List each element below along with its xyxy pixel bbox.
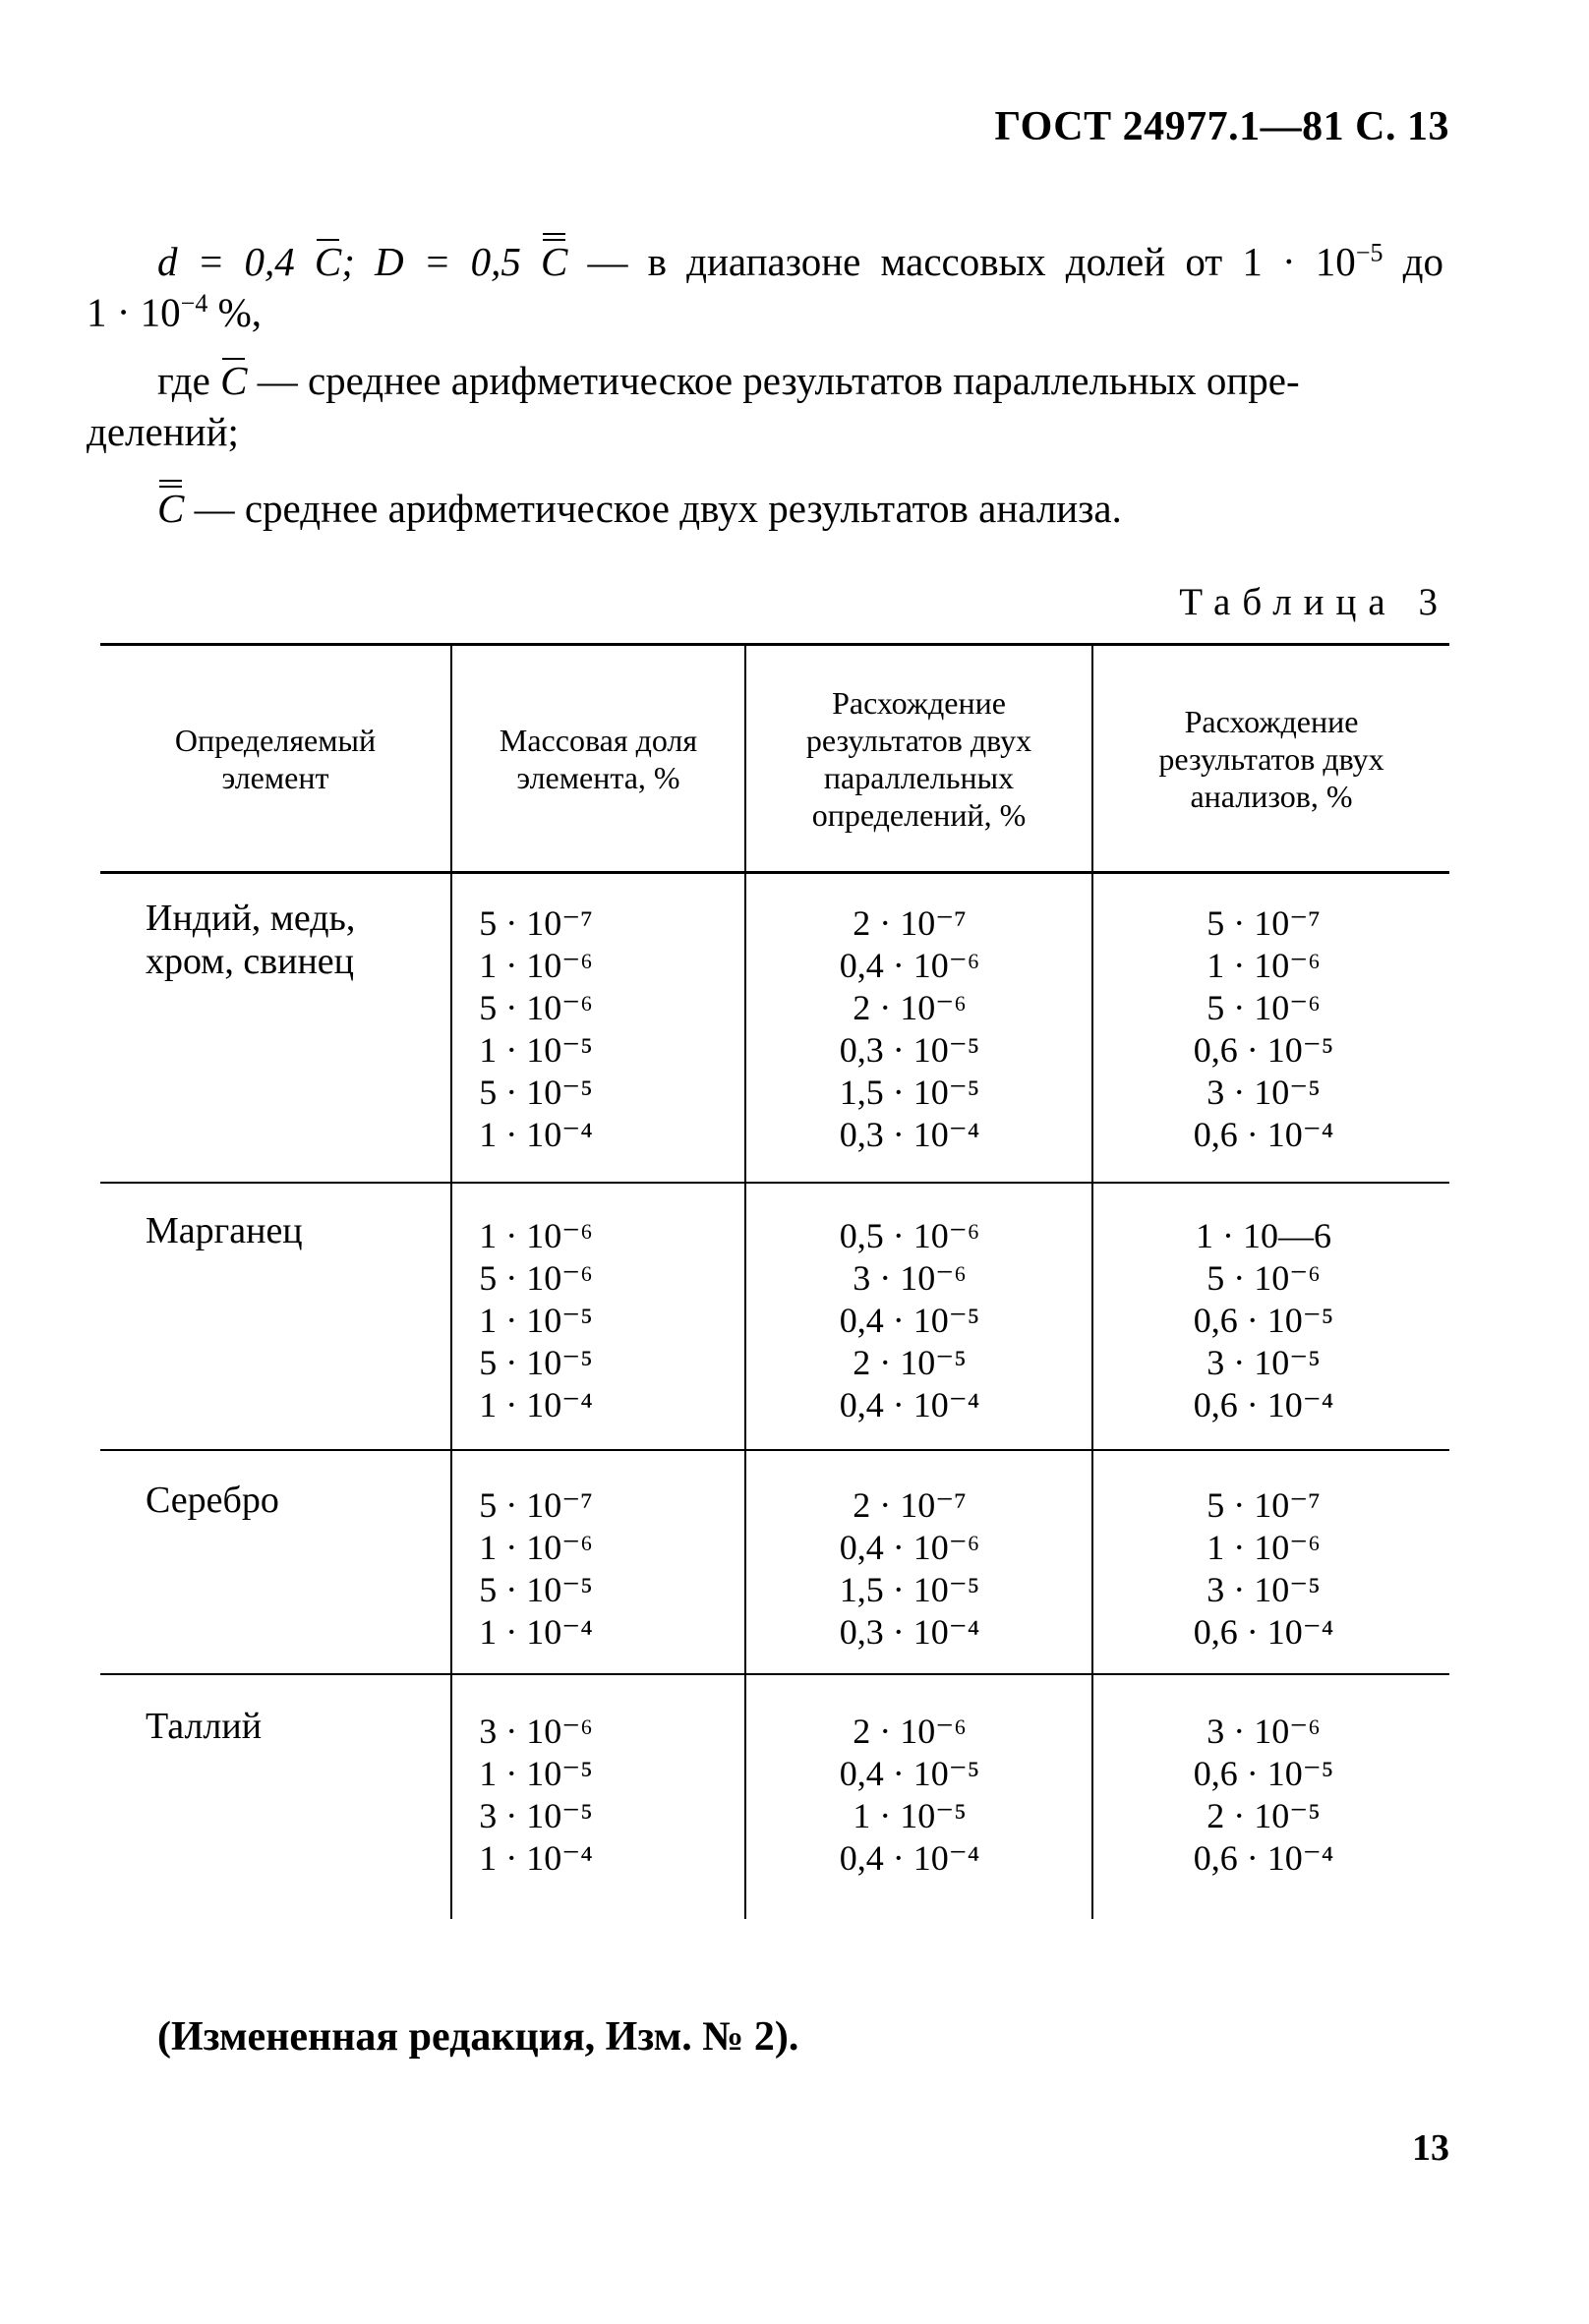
table-cell: 5 · 10⁻⁷ (479, 903, 593, 943)
mass-fraction-values (452, 1484, 619, 1654)
table-cell: 0,6 · 10⁻⁴ (1193, 1612, 1334, 1652)
where-text: — среднее арифметическое результатов параллельных опре- (247, 358, 1300, 403)
mass-fraction-values (452, 1711, 619, 1880)
table-cell: 5 · 10⁻⁵ (479, 1343, 593, 1382)
parallel-diff-values (806, 1215, 1013, 1426)
table-cell: 2 · 10⁻⁶ (853, 1712, 967, 1751)
table-cell: 0,6 · 10⁻⁵ (1193, 1754, 1334, 1793)
formula-line-1 (87, 228, 1443, 286)
table-cell: 2 · 10⁻⁷ (853, 1485, 967, 1525)
analysis-diff-values (1160, 902, 1367, 1156)
table-cell: 0,4 · 10⁻⁶ (839, 1528, 980, 1567)
table-cell: 0,4 · 10⁻⁵ (839, 1754, 980, 1793)
table-cell: 5 · 10⁻⁶ (479, 988, 593, 1027)
table-cell: 1 · 10⁻⁶ (479, 946, 593, 985)
table-cell: 1 · 10⁻⁵ (479, 1301, 593, 1340)
parallel-diff-values (806, 1711, 1013, 1880)
table-cell: 5 · 10⁻⁷ (1206, 903, 1321, 943)
table-cell: 2 · 10⁻⁵ (853, 1343, 967, 1382)
table-cell: 2 · 10⁻⁵ (1206, 1796, 1321, 1835)
table-caption: Таблица 3 (1179, 581, 1449, 623)
table-cell: 1 · 10⁻⁵ (853, 1796, 967, 1835)
table-element-name: Серебро (146, 1480, 279, 1521)
table-header-parallel-diff: Расхождение результатов двух параллельных определений, % (805, 685, 1032, 833)
cc-line (87, 484, 1443, 533)
c-mean-symbol-2: C (220, 358, 248, 403)
analysis-diff-values (1160, 1484, 1367, 1654)
table-cell: 5 · 10⁻⁷ (479, 1485, 593, 1525)
table-cell: 0,4 · 10⁻⁴ (839, 1385, 980, 1424)
table-cell: 1 · 10⁻⁵ (479, 1030, 593, 1070)
table-cell: 5 · 10⁻⁵ (479, 1570, 593, 1609)
table-element-name: Индий, медь, хром, свинец (146, 898, 356, 982)
c-mean-symbol: C (314, 238, 342, 284)
mass-fraction-values (452, 1215, 619, 1426)
analysis-diff-values (1160, 1215, 1367, 1426)
table-cell: 1 · 10⁻⁶ (479, 1528, 593, 1567)
table-cell: 0,4 · 10⁻⁴ (839, 1838, 980, 1878)
parallel-diff-values (806, 1484, 1013, 1654)
where-continuation: делений; (87, 409, 239, 454)
table-header-rule (100, 871, 1449, 874)
parallel-diff-values (806, 902, 1013, 1156)
table-cell: 0,3 · 10⁻⁵ (839, 1030, 980, 1070)
table-cell: 5 · 10⁻⁶ (1206, 1258, 1321, 1298)
table-cell: 1 · 10⁻⁴ (479, 1385, 593, 1424)
table-header-element: Определяемый элемент (174, 723, 377, 795)
formula-line2-exp: −4 (180, 289, 208, 318)
table-cell: 0,6 · 10⁻⁵ (1193, 1301, 1334, 1340)
formula-line-2 (87, 279, 1443, 337)
table-cell: 1 · 10⁻⁴ (479, 1612, 593, 1652)
formula-exp-1: −5 (1355, 238, 1383, 266)
amendment-note: (Измененная редакция, Изм. № 2). (157, 2014, 799, 2060)
table-cell: 0,6 · 10⁻⁵ (1193, 1030, 1334, 1070)
table-cell: 3 · 10⁻⁶ (853, 1258, 967, 1298)
table-cell: 1 · 10⁻⁶ (479, 1216, 593, 1255)
table-cell: 1 · 10⁻⁴ (479, 1838, 593, 1878)
table-cell: 1 · 10⁻⁴ (479, 1115, 593, 1154)
where-line (87, 356, 1443, 405)
table-group-divider (100, 1182, 1449, 1184)
running-header: ГОСТ 24977.1—81 С. 13 (994, 104, 1449, 149)
table-cell: 3 · 10⁻⁵ (1206, 1343, 1321, 1382)
table-cell: 0,6 · 10⁻⁴ (1193, 1115, 1334, 1154)
table-header-analysis-diff: Расхождение результатов двух анализов, % (1158, 704, 1384, 814)
table-cell: 1 · 10⁻⁶ (1206, 946, 1321, 985)
table-cell: 1 · 10—6 (1196, 1216, 1331, 1255)
table-cell: 5 · 10⁻⁶ (479, 1258, 593, 1298)
mass-fraction-values (452, 902, 619, 1156)
table-cell: 0,6 · 10⁻⁴ (1193, 1838, 1334, 1878)
table-cell: 0,6 · 10⁻⁴ (1193, 1385, 1334, 1424)
formula-mid: ; D = 0,5 (341, 238, 541, 284)
table-cell: 0,5 · 10⁻⁶ (839, 1216, 980, 1255)
table-cell: 1,5 · 10⁻⁵ (839, 1073, 980, 1112)
table-cell: 3 · 10⁻⁶ (479, 1712, 593, 1751)
table-cell: 0,4 · 10⁻⁶ (839, 946, 980, 985)
table-cell: 0,3 · 10⁻⁴ (839, 1612, 980, 1652)
table-element-name: Марганец (146, 1210, 303, 1251)
table-cell: 3 · 10⁻⁶ (1206, 1712, 1321, 1751)
table-cell: 3 · 10⁻⁵ (1206, 1073, 1321, 1112)
formula-range-text: — в диапазоне массовых долей от 1 · 10 (567, 238, 1356, 284)
table-header-mass-fraction: Массовая доля элемента, % (499, 723, 698, 795)
table-element-name: Таллий (146, 1706, 263, 1747)
formula-line2-tail: %, (207, 289, 262, 335)
table-cell: 2 · 10⁻⁷ (853, 903, 967, 943)
table-cell: 3 · 10⁻⁵ (479, 1796, 593, 1835)
table-cell: 3 · 10⁻⁵ (1206, 1570, 1321, 1609)
table-cell: 1,5 · 10⁻⁵ (839, 1570, 980, 1609)
table-cell: 5 · 10⁻⁵ (479, 1073, 593, 1112)
where-prefix: где (157, 358, 221, 403)
cc-text: — среднее арифметическое двух результатов анализа. (184, 486, 1122, 531)
table-cell: 0,4 · 10⁻⁵ (839, 1301, 980, 1340)
cc-mean-symbol-2: C (157, 486, 185, 531)
table-cell: 5 · 10⁻⁷ (1206, 1485, 1321, 1525)
table-group-divider (100, 1449, 1449, 1451)
table-cell: 0,3 · 10⁻⁴ (839, 1115, 980, 1154)
table-cell: 1 · 10⁻⁵ (479, 1754, 593, 1793)
formula-d: d = 0,4 (157, 238, 315, 284)
table-top-rule (100, 643, 1449, 646)
table-cell: 5 · 10⁻⁶ (1206, 988, 1321, 1027)
table-cell: 2 · 10⁻⁶ (853, 988, 967, 1027)
page-number: 13 (1412, 2127, 1449, 2169)
formula-line2-base: 1 · 10 (87, 289, 181, 335)
analysis-diff-values (1160, 1711, 1367, 1880)
table-cell: 1 · 10⁻⁶ (1206, 1528, 1321, 1567)
cc-mean-symbol: C (540, 238, 568, 284)
formula-range-text-2: до (1383, 238, 1443, 284)
table-group-divider (100, 1673, 1449, 1675)
